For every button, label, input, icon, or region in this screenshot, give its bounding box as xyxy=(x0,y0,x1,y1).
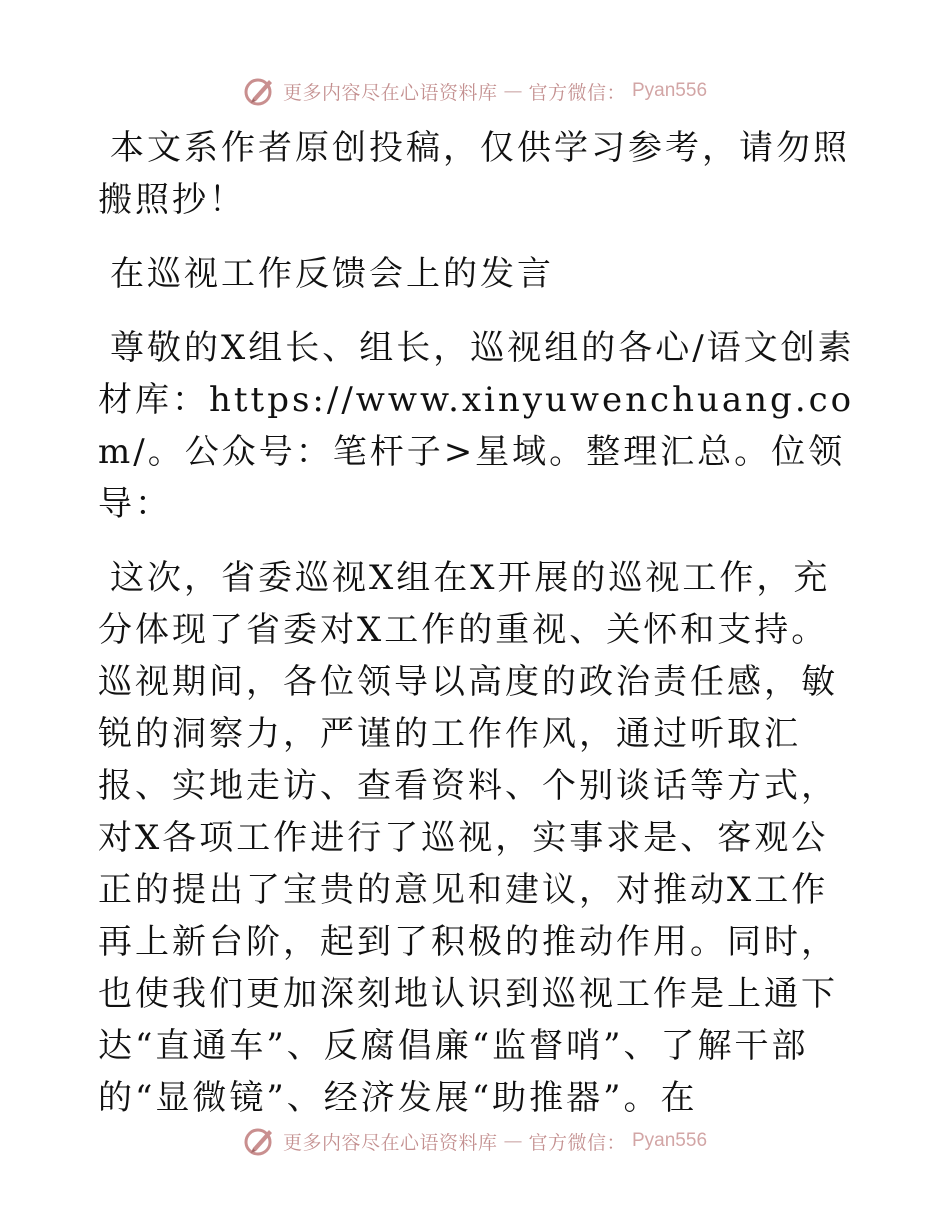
watermark-brand: 更多内容尽在心语资料库 xyxy=(282,1131,498,1154)
watermark-wechat-label: 官方微信： xyxy=(528,1131,626,1154)
watermark-brand: 更多内容尽在心语资料库 xyxy=(282,81,498,104)
footer-watermark xyxy=(0,1124,950,1158)
document-title: 在巡视工作反馈会上的发言 xyxy=(110,254,554,294)
document-paragraph: 这次，省委巡视X组在X开展的巡视工作，充分体现了省委对X工作的重视、关怀和支持。巡视期间，各位领导以高度的政治责任感，敏锐的洞察力，严谨的工作作风，通过听取汇报、实地走访、查看资料、个别谈话等方式，对X各项工作进行了巡视，实事求是、客观公正的提出了宝贵的意见和建议，对推动X工作再上新台阶，起到了积极的推动作用。同时，也使我们更加深刻地认识到巡视工作是上通下达“直通车”、反腐倡廉“监督哨”、了解干部的“显微镜”、经济发展“助推器”。在 xyxy=(98,558,838,1118)
header-watermark xyxy=(0,74,950,108)
document-paragraph: 本文系作者原创投稿，仅供学习参考，请勿照搬照抄！ xyxy=(98,128,850,220)
pen-logo-icon xyxy=(243,1124,277,1158)
watermark-wechat-id: Pyan556 xyxy=(632,1130,708,1151)
watermark-separator: — xyxy=(503,1130,523,1152)
document-body xyxy=(98,122,858,1146)
pen-logo-icon xyxy=(243,74,277,108)
document-paragraph: 尊敬的X组长、组长，巡视组的各心/语文创素材库：https://www.xinyuwenchuang.com/。公众号：笔杆子>星域。整理汇总。位领导： xyxy=(98,328,855,524)
watermark-wechat-label: 官方微信： xyxy=(528,81,626,104)
watermark-wechat-id: Pyan556 xyxy=(632,80,708,101)
watermark-separator: — xyxy=(503,80,523,102)
